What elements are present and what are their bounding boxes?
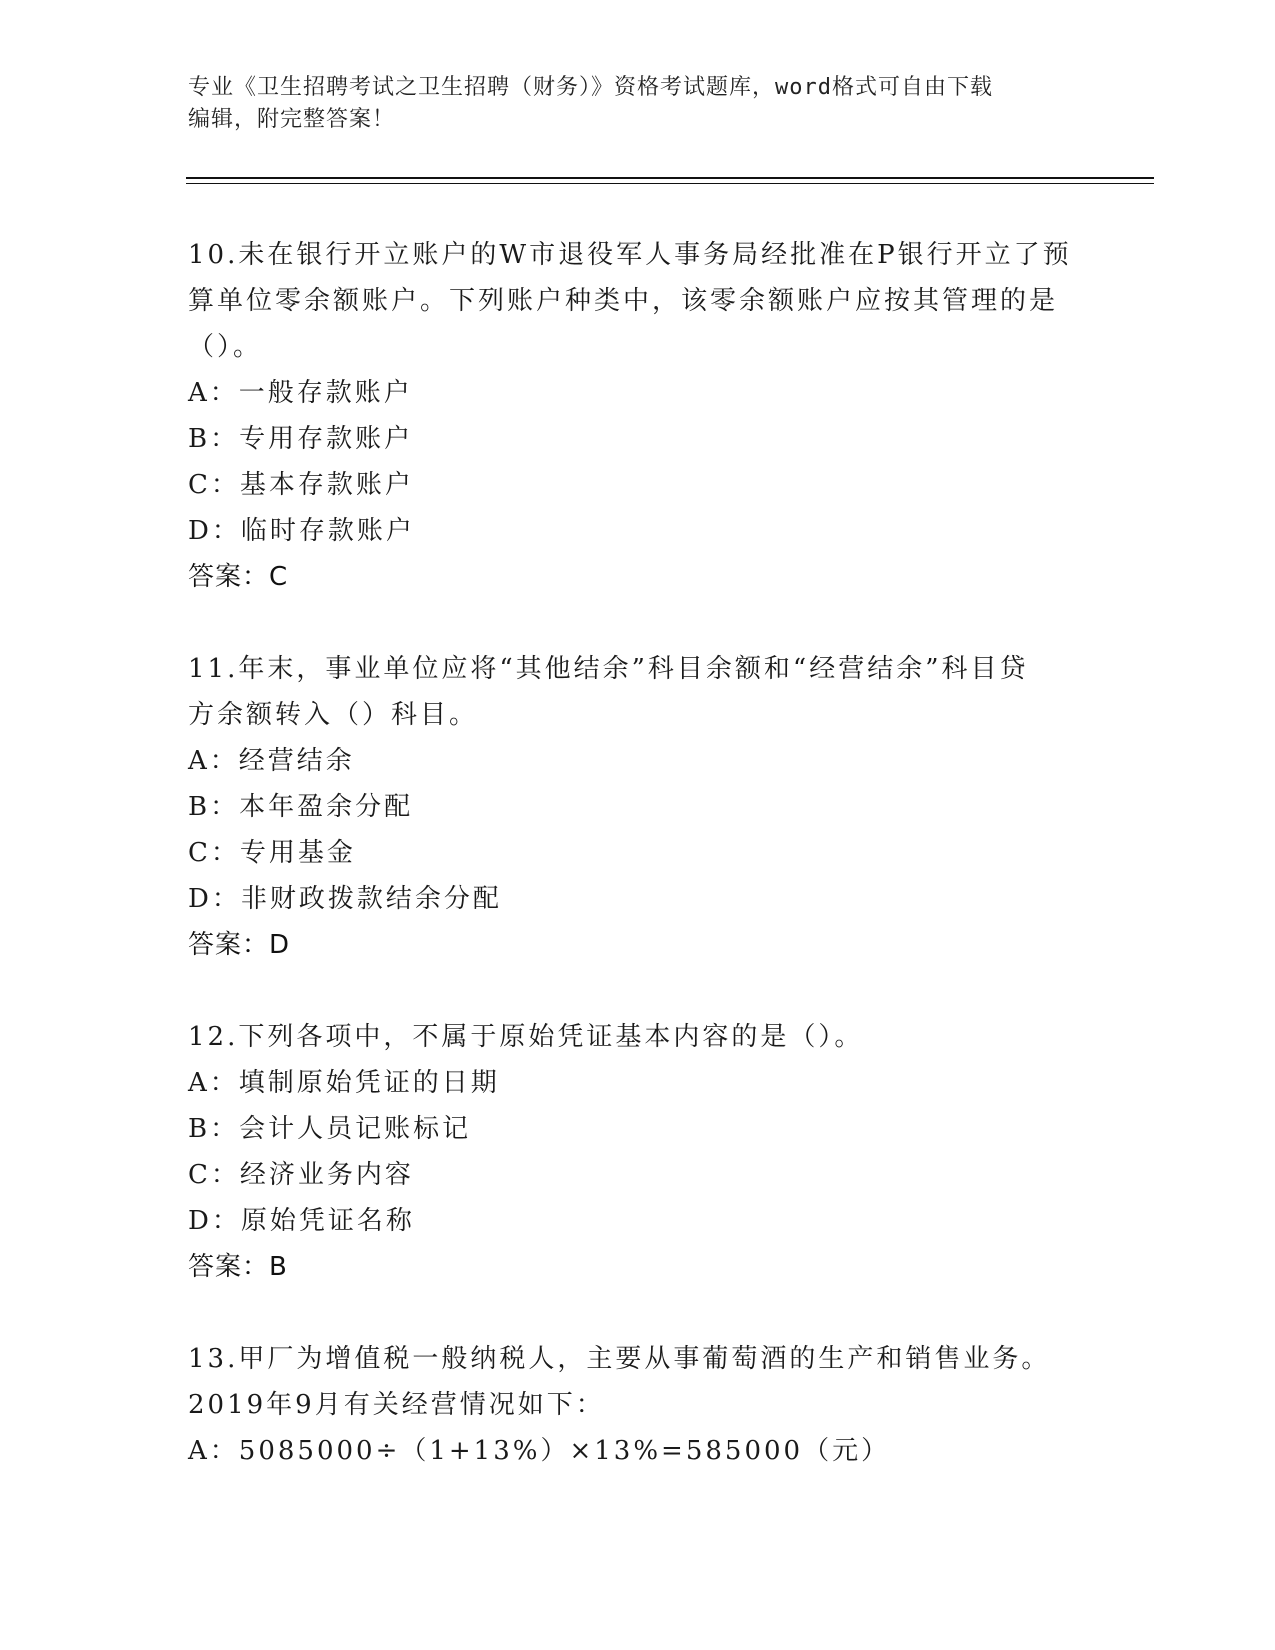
answer-line: 答案：C [188, 562, 289, 592]
option-b: B：会计人员记账标记 [188, 1114, 472, 1144]
question-11 [188, 646, 1088, 968]
option-c: C：基本存款账户 [188, 470, 414, 500]
spacer [188, 600, 1088, 646]
option-a: A：5085000÷（1+13%）×13%=585000（元） [188, 1436, 891, 1466]
option-d: D：临时存款账户 [188, 516, 415, 546]
document-header [188, 72, 1088, 136]
question-list [188, 232, 1088, 1474]
spacer [188, 968, 1088, 1014]
option-a: A：一般存款账户 [188, 378, 413, 408]
question-stem-line: 13.甲厂为增值税一般纳税人，主要从事葡萄酒的生产和销售业务。 [188, 1344, 1051, 1374]
question-stem-line: 11.年末，事业单位应将“其他结余”科目余额和“经营结余”科目贷 [188, 654, 1029, 684]
question-10 [188, 232, 1088, 600]
question-stem-line: 12.下列各项中，不属于原始凭证基本内容的是（）。 [188, 1022, 864, 1052]
option-d: D：原始凭证名称 [188, 1206, 415, 1236]
option-b: B：专用存款账户 [188, 424, 414, 454]
header-line-1: 专业《卫生招聘考试之卫生招聘（财务）》资格考试题库，word格式可自由下载 [188, 75, 993, 100]
spacer [188, 1290, 1088, 1336]
question-13 [188, 1336, 1088, 1474]
option-c: C：经济业务内容 [188, 1160, 414, 1190]
option-c: C：专用基金 [188, 838, 356, 868]
option-a: A：经营结余 [188, 746, 355, 776]
header-divider-thick [186, 177, 1154, 179]
option-a: A：填制原始凭证的日期 [188, 1068, 500, 1098]
question-12 [188, 1014, 1088, 1290]
question-stem-line: 10.未在银行开立账户的W市退役军人事务局经批准在P银行开立了预 [188, 240, 1072, 270]
option-d: D：非财政拨款结余分配 [188, 884, 502, 914]
question-stem-line: 2019年9月有关经营情况如下： [188, 1390, 605, 1420]
header-divider-thin [186, 183, 1154, 184]
header-line-2: 编辑，附完整答案！ [188, 107, 396, 132]
question-stem-line: 算单位零余额账户。下列账户种类中，该零余额账户应按其管理的是 [188, 286, 1059, 316]
option-b: B：本年盈余分配 [188, 792, 414, 822]
question-stem-line: 方余额转入（）科目。 [188, 700, 479, 730]
answer-line: 答案：D [188, 930, 291, 960]
answer-line: 答案：B [188, 1252, 288, 1282]
question-stem-line: （）。 [188, 332, 263, 362]
